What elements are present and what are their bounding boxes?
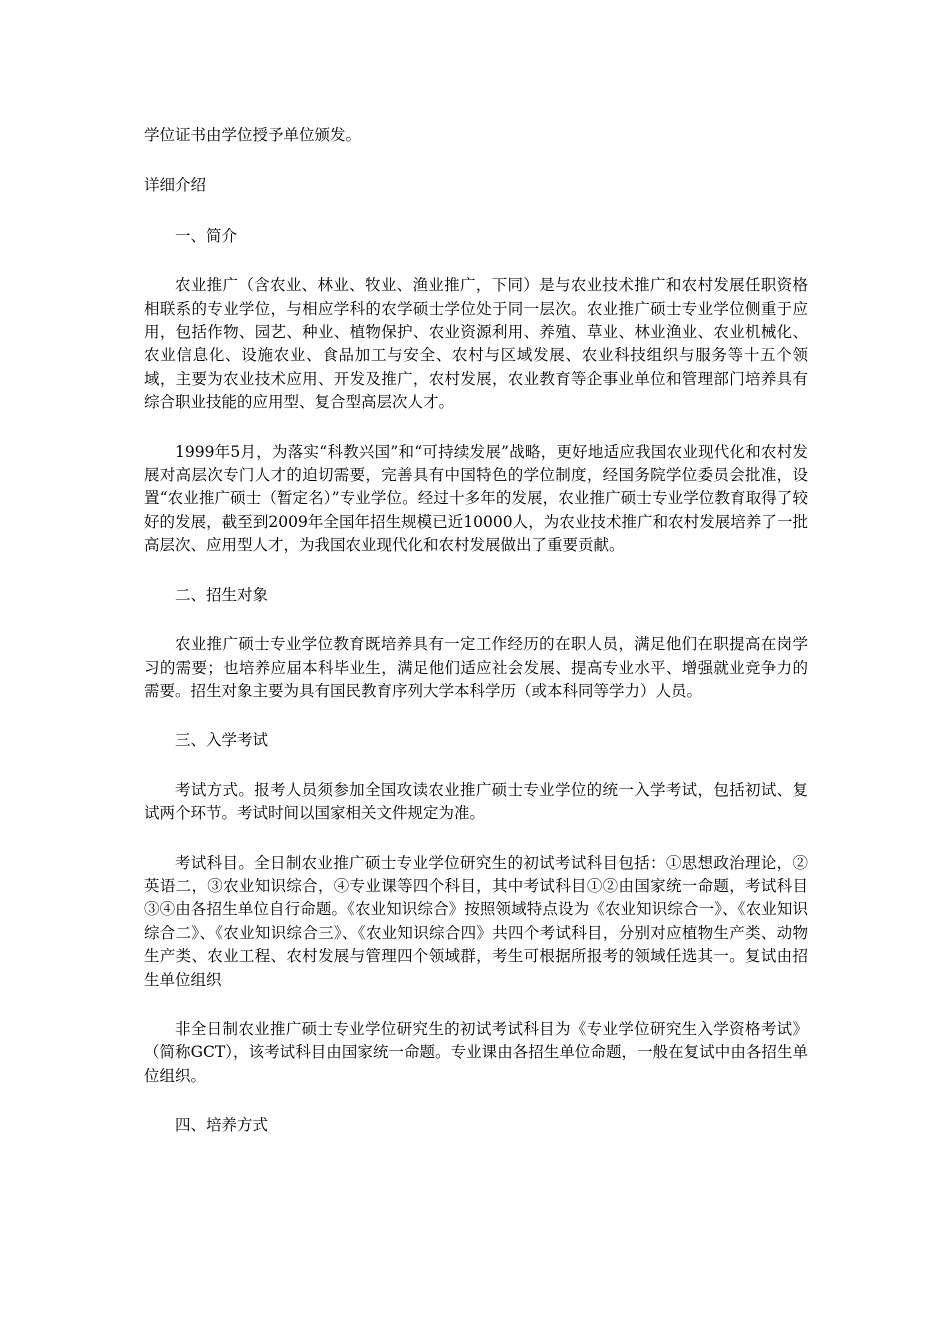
paragraph-introduction: 农业推广（含农业、林业、牧业、渔业推广，下同）是与农业技术推广和农村发展任职资格相联系的专业学位，与相应学科的农学硕士学位处于同一层次。农业推广硕士专业学位侧重于应用，包括作物、园艺、种业、植物保护、农业资源利用、养殖、草业、林业渔业、农业机械化、农业信息化、设施农业、食品加工与安全、农村与区域发展、农业科技组织与服务等十五个领域，主要为农业技术应用、开发及推广，农村发展，农业教育等企事业单位和管理部门培养具有综合职业技能的应用型、复合型高层次人才。: [144, 276, 808, 412]
paragraph-exam-method: 考试方式。报考人员须参加全国攻读农业推广硕士专业学位的统一入学考试，包括初试、复试两个环节。考试时间以国家相关文件规定为准。: [144, 780, 808, 823]
closing-sentence: 学位证书由学位授予单位颁发。: [144, 126, 362, 144]
paragraph-exam-subjects: 考试科目。全日制农业推广硕士专业学位研究生的初试考试科目包括：①思想政治理论，②英语二，③农业知识综合，④专业课等四个科目，其中考试科目①②由国家统一命题，考试科目③④由各招生单位自行命题。《农业知识综合》按照领域特点设为《农业知识综合一》、《农业知识综合二》、《农业知识综合三》、《农业知识综合四》共四个考试科目，分别对应植物生产类、动物生产类、农业工程、农村发展与管理四个领域群，考生可根据所报考的领域任选其一。复试由招生单位组织: [144, 853, 808, 989]
paragraph-part-time-exam: 非全日制农业推广硕士专业学位研究生的初试考试科目为《专业学位研究生入学资格考试》（简称GCT），该考试科目由国家统一命题。专业课由各招生单位命题，一般在复试中由各招生单位组织。: [144, 1019, 808, 1085]
heading-introduction: 一、简介: [175, 226, 238, 245]
paragraph-history: 1999年5月，为落实“科教兴国”和“可持续发展”战略，更好地适应我国农业现代化和农村发展对高层次专门人才的迫切需要，完善具有中国特色的学位制度，经国务院学位委员会批准，设置“农业推广硕士（暂定名）”专业学位。经过十多年的发展，农业推广硕士专业学位教育取得了较好的发展，截至到2009年全国年招生规模已近10000人，为农业技术推广和农村发展培养了一批高层次、应用型人才，为我国农业现代化和农村发展做出了重要贡献。: [144, 442, 808, 555]
heading-admission-targets: 二、招生对象: [175, 585, 269, 604]
paragraph-admission-targets: 农业推广硕士专业学位教育既培养具有一定工作经历的在职人员，满足他们在职提高在岗学习的需要；也培养应届本科毕业生，满足他们适应社会发展、提高专业水平、增强就业竞争力的需要。招生对象主要为具有国民教育序列大学本科学历（或本科同等学力）人员。: [144, 635, 808, 700]
heading-entrance-exam: 三、入学考试: [175, 731, 269, 750]
heading-training-method: 四、培养方式: [175, 1116, 269, 1135]
document-page: [144, 124, 808, 1138]
section-label-details: 详细介绍: [144, 176, 207, 195]
